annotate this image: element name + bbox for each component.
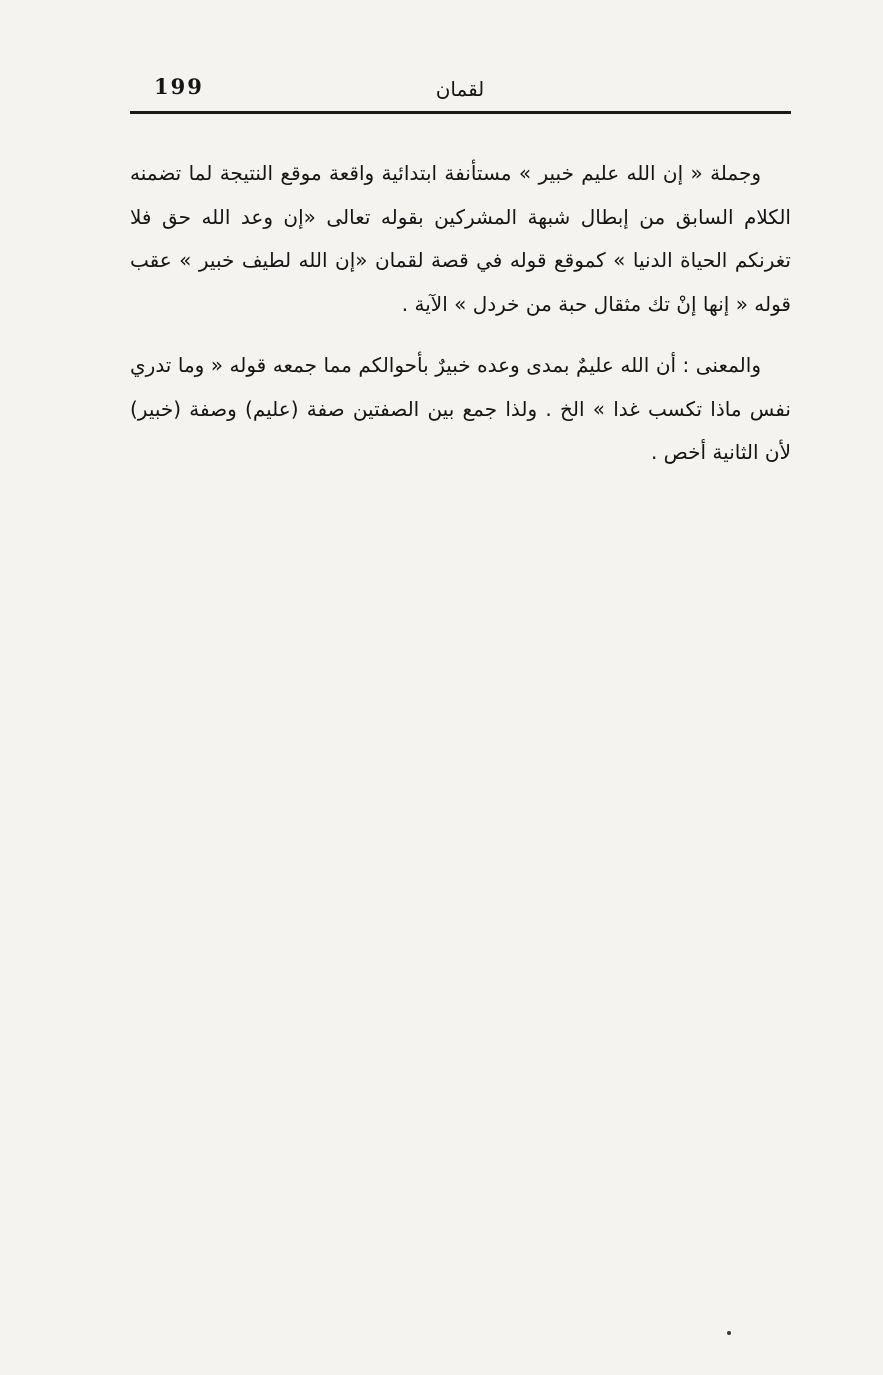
ink-speck: [727, 1331, 731, 1335]
body-text: [130, 152, 791, 475]
page-number: 199: [154, 74, 204, 99]
running-title: لقمان: [435, 77, 485, 101]
paragraph-1: وجملة « إن الله عليم خبير » مستأنفة ابتدائية واقعة موقع النتيجة لما تضمنه الكلام السابق من إبطال شبهة المشركين بقوله تعالى «إن وعد الله حق فلا تغرنكم الحياة الدنيا » كموقع قوله في قصة لقمان «إن الله لطيف خبير » عقب قوله « إنها إنْ تك مثقال حبة من خردل » الآية .: [130, 161, 791, 316]
page-header: [130, 74, 791, 102]
header-rule: [130, 111, 791, 114]
paragraph-2: والمعنى : أن الله عليمٌ بمدى وعده خبيرٌ بأحوالكم مما جمعه قوله « وما تدري نفس ماذا تكسب غدا » الخ . ولذا جمع بين الصفتين صفة (عليم) وصفة (خبير) لأن الثانية أخص .: [130, 353, 791, 464]
